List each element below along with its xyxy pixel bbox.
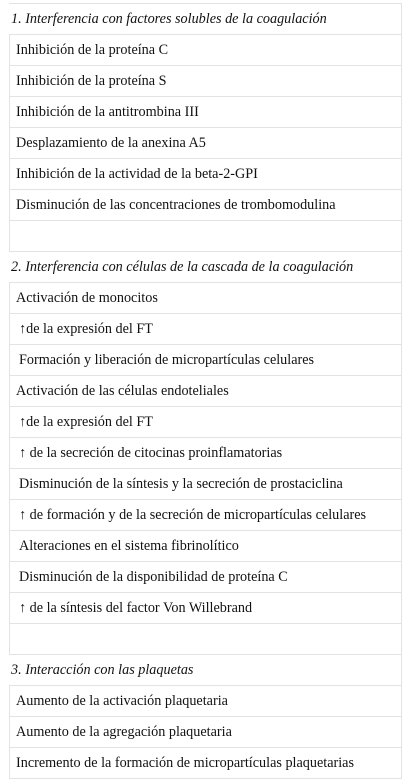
table-row (9, 593, 402, 624)
row-text: ↑ de formación y de la secreción de micropartículas celulares (19, 507, 367, 523)
table-row (9, 500, 402, 531)
section-title: 1. Interferencia con factores solubles de la coagulación (11, 11, 327, 27)
table-row (9, 531, 402, 562)
row-text: Activación de monocitos (16, 290, 158, 306)
row-text: Aumento de la agregación plaquetaria (16, 724, 232, 740)
row-text: Inhibición de la proteína S (16, 73, 167, 89)
row-text: Inhibición de la proteína C (16, 42, 169, 58)
blank-row (9, 221, 402, 252)
table-row (9, 159, 402, 190)
table-row (9, 469, 402, 500)
row-text: Incremento de la formación de micropartículas plaquetarias (16, 755, 354, 771)
row-text: ↑de la expresión del FT (19, 414, 153, 430)
section-title: 3. Interacción con las plaquetas (11, 662, 194, 678)
table-row (9, 748, 402, 779)
section-header (9, 4, 402, 35)
row-text: Disminución de la síntesis y la secreción de prostaciclina (19, 476, 343, 492)
table-row (9, 686, 402, 717)
mechanisms-table (9, 3, 402, 779)
table-row (9, 66, 402, 97)
table-row (9, 345, 402, 376)
row-text: Aumento de la activación plaquetaria (16, 693, 228, 709)
table-row (9, 407, 402, 438)
row-text: Inhibición de la actividad de la beta-2-GPI (16, 166, 258, 182)
row-text: ↑de la expresión del FT (19, 321, 153, 337)
row-text: Alteraciones en el sistema fibrinolítico (19, 538, 239, 554)
row-text: Activación de las células endoteliales (16, 383, 229, 399)
blank-row (9, 624, 402, 655)
row-text: Desplazamiento de la anexina A5 (16, 135, 206, 151)
table-row (9, 717, 402, 748)
table-row (9, 128, 402, 159)
row-text: ↑ de la secreción de citocinas proinflamatorias (19, 445, 283, 461)
table-row (9, 283, 402, 314)
section-header (9, 655, 402, 686)
table-row (9, 35, 402, 66)
row-text: Disminución de la disponibilidad de proteína C (19, 569, 288, 585)
table-row (9, 562, 402, 593)
table-row (9, 190, 402, 221)
row-text: Formación y liberación de micropartículas celulares (19, 352, 315, 368)
table-row (9, 438, 402, 469)
table-row (9, 314, 402, 345)
table-row (9, 97, 402, 128)
row-text: ↑ de la síntesis del factor Von Willebrand (19, 600, 253, 616)
row-text: Disminución de las concentraciones de trombomodulina (16, 197, 336, 213)
table-row (9, 376, 402, 407)
row-text: Inhibición de la antitrombina III (16, 104, 199, 120)
section-title: 2. Interferencia con células de la cascada de la coagulación (11, 259, 354, 275)
section-header (9, 252, 402, 283)
